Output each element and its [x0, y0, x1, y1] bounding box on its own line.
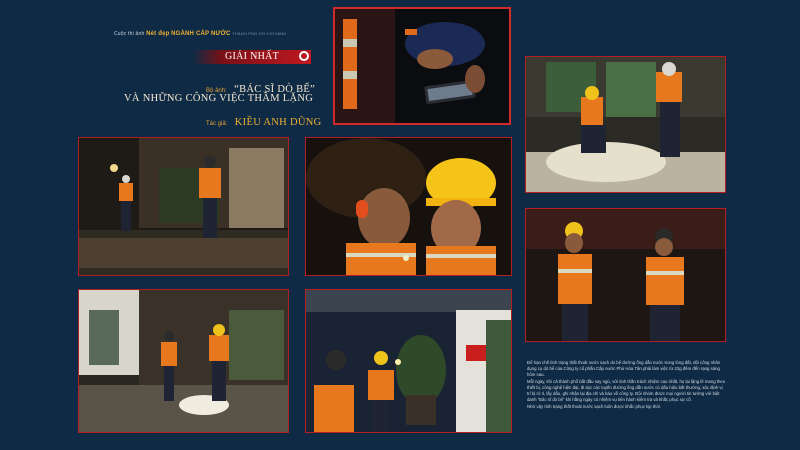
photo-pair-standing-image — [526, 209, 725, 341]
author-prefix: Tác giả: — [206, 121, 228, 127]
photo-street-wet[interactable] — [78, 137, 289, 276]
photo-doorway-workers[interactable] — [305, 289, 512, 433]
caption-paragraph-1: Để hạn chế tình trạng thất thoát nước sạch do bể đường ống dẫn nước trong lòng đất, đội công nhân dụng cụ dò bể của Công ty cổ phần Cấp nước Phú Hòa Tân phải làm việc từ 22g đêm đến rạng sáng hôm sau. — [527, 360, 721, 377]
caption-paragraph-2: Mỗi ngày, khi cả thành phố bắt đầu say ngủ, với tinh thần trách nhiệm cao nhất, họ lại lặng lẽ mang theo thiết bị, công nghệ hiện đại, đi dọc các tuyến đường ống dẫn nước có dấu hiệu bất thường, xác định vị trí bị rò rỉ, lấy dấu, ghi nhận lại địa chỉ và báo về công ty. Đội nhóm được mọi người tin tưởng với biệt danh “Bác sĩ dò bể” khi hằng ngày có nhiệm vụ tiên hành kiểm tra và khắc phục sự cố. — [527, 379, 726, 402]
award-banner — [193, 50, 311, 64]
contest-accent-a: Nét đẹp — [146, 31, 170, 37]
photo-alley-light[interactable] — [78, 289, 289, 433]
photo-alley-light-image — [79, 290, 288, 432]
photo-pair-standing[interactable] — [525, 208, 726, 342]
award-ring-icon — [299, 51, 309, 61]
contest-line — [114, 31, 286, 37]
photo-two-workers-wall-image — [526, 57, 725, 192]
photo-street-wet-image — [79, 138, 288, 275]
photo-tablet-closeup[interactable] — [333, 7, 511, 125]
series-title-line1: “BÁC SĨ DÒ BỂ” — [234, 84, 316, 95]
photo-helmet-closeup-image — [306, 138, 511, 275]
series-title-line2: VÀ NHỮNG CÔNG VIỆC THẦM LẶNG — [124, 93, 314, 104]
author-name: KIỀU ANH DŨNG — [234, 117, 322, 128]
photo-tablet-closeup-image — [335, 9, 509, 123]
author-line — [206, 112, 322, 130]
photo-helmet-closeup[interactable] — [305, 137, 512, 276]
caption-block — [527, 360, 727, 411]
photo-doorway-workers-image — [306, 290, 511, 432]
series-prefix: Bộ ảnh: — [206, 88, 227, 94]
contest-accent-b: NGÀNH CẤP NƯỚC — [171, 31, 231, 37]
caption-paragraph-3: Nhờ vậy tình trạng thất thoát nước sạch luôn được khắc phục kịp thời. — [527, 404, 662, 409]
contest-prefix: Cuộc thi ảnh — [114, 31, 145, 37]
award-label: GIẢI NHẤT — [225, 51, 280, 62]
photo-two-workers-wall[interactable] — [525, 56, 726, 193]
contest-suffix: THÀNH PHỐ HỒ CHÍ MINH — [232, 31, 287, 36]
